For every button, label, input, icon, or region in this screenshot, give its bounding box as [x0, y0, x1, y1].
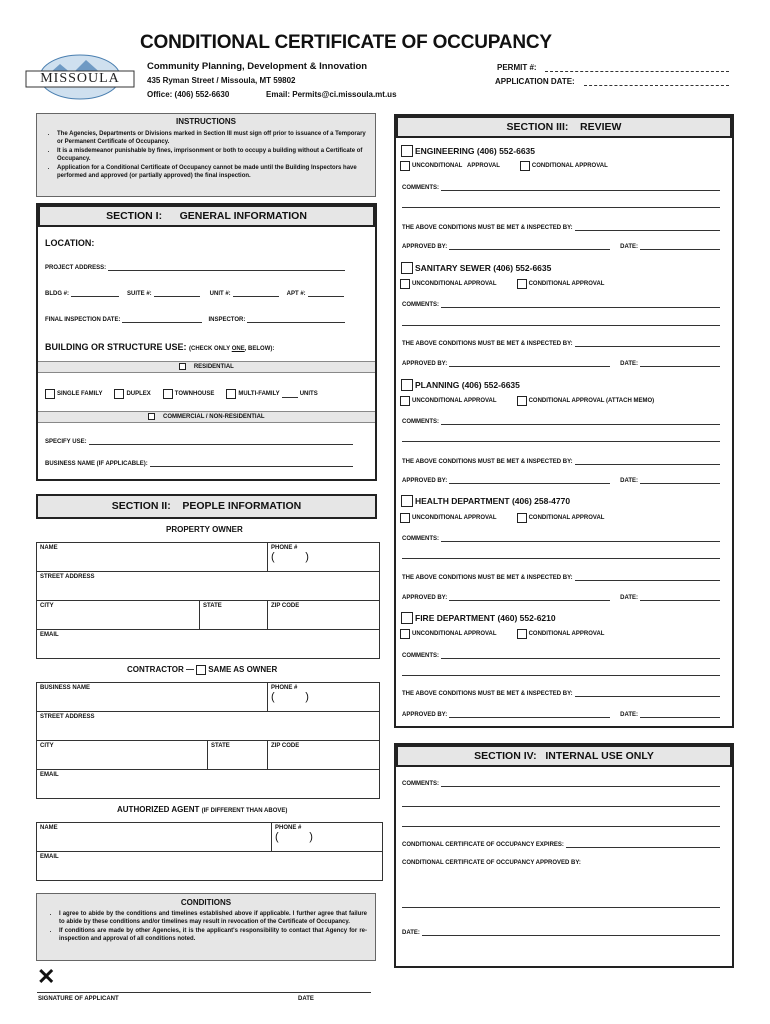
specify-use-label: SPECIFY USE:	[45, 439, 87, 445]
business-name-row	[45, 460, 353, 467]
dept-approval-options	[400, 629, 604, 639]
single-family-checkbox[interactable]	[45, 389, 55, 399]
internal-date-row	[402, 929, 720, 936]
permit-label: PERMIT #:	[497, 63, 537, 72]
dept-conditions-row	[402, 224, 720, 231]
dept-name: Community Planning, Development & Innovation	[147, 61, 368, 72]
dept-checkbox[interactable]	[401, 612, 413, 624]
dept-comments-row	[402, 301, 720, 308]
dept-comments-row	[402, 418, 720, 425]
unconditional-approval-label: UNCONDITIONAL APPROVAL	[412, 281, 497, 287]
expires-row	[402, 841, 720, 848]
dept-conditions-row	[402, 690, 720, 697]
authorized-agent-heading: AUTHORIZED AGENT (IF DIFFERENT THAN ABOVE)	[117, 805, 288, 814]
single-family-label: SINGLE FAMILY	[57, 391, 103, 397]
dept-header: HEALTH DEPARTMENT (406) 258-4770	[401, 495, 570, 507]
dept-approved-by-input[interactable]	[449, 594, 610, 601]
project-address-row	[45, 264, 345, 271]
dept-approved-by-input[interactable]	[449, 243, 610, 250]
unconditional-approval-checkbox[interactable]	[400, 396, 410, 406]
contractor-street-field[interactable]: STREET ADDRESS	[36, 711, 380, 741]
dept-comments-label: COMMENTS:	[402, 419, 439, 425]
bldg-input[interactable]	[71, 290, 119, 297]
dept-date-input[interactable]	[640, 594, 720, 601]
page-title: CONDITIONAL CERTIFICATE OF OCCUPANCY	[140, 32, 552, 53]
dept-comments-input[interactable]	[441, 535, 720, 542]
duplex-checkbox[interactable]	[114, 389, 124, 399]
dept-comments-row	[402, 535, 720, 542]
agent-email-field[interactable]: EMAIL	[36, 851, 383, 881]
unconditional-approval-label: UNCONDITIONAL APPROVAL	[412, 631, 497, 637]
dept-date-input[interactable]	[640, 360, 720, 367]
dept-date-input[interactable]	[640, 711, 720, 718]
instruction-item: • It is a misdemeanor punishable by fines, imprisonment or both to occupy a building without a Certificate of Occupancy.	[57, 147, 369, 163]
multi-family-checkbox[interactable]	[226, 389, 236, 399]
expires-label: CONDITIONAL CERTIFICATE OF OCCUPANCY EXPIRES:	[402, 842, 564, 848]
dept-comments-line[interactable]	[402, 441, 720, 442]
conditions-title: CONDITIONS	[180, 898, 232, 907]
internal-comments-line[interactable]	[402, 806, 720, 807]
missoula-logo	[24, 52, 136, 102]
owner-city-field[interactable]: CITY	[36, 600, 200, 630]
dept-checkbox[interactable]	[401, 495, 413, 507]
conditional-approval-checkbox[interactable]	[517, 513, 527, 523]
condition-item: • I agree to abide by the conditions and timelines established above if applicable. I further agree that failure to abide by these conditions and/or timelines may result in revocation of the Certificate of Occupancy.	[59, 910, 367, 926]
inspector-label: INSPECTOR:	[208, 317, 246, 323]
unconditional-approval-checkbox[interactable]	[400, 279, 410, 289]
apt-input[interactable]	[308, 290, 344, 297]
apt-label: APT #:	[286, 291, 306, 297]
townhouse-label: TOWNHOUSE	[174, 391, 215, 397]
residential-label: RESIDENTIAL	[193, 364, 234, 370]
signature-label: SIGNATURE OF APPLICANT	[38, 996, 119, 1002]
multi-family-label: MULTI-FAMILY	[238, 391, 280, 397]
owner-state-field[interactable]: STATE	[199, 600, 268, 630]
dept-header: ENGINEERING (406) 552-6635	[401, 145, 535, 157]
dept-header: SANITARY SEWER (406) 552-6635	[401, 262, 551, 274]
application-date-label: APPLICATION DATE:	[495, 77, 575, 86]
dept-approved-row	[402, 711, 720, 718]
internal-comments-label: COMMENTS:	[402, 781, 439, 787]
dept-date-label: DATE:	[620, 478, 638, 484]
dept-approved-by-input[interactable]	[449, 711, 610, 718]
contractor-state-field[interactable]: STATE	[207, 740, 268, 770]
conditional-approval-checkbox[interactable]	[517, 629, 527, 639]
section-4-title: SECTION IV: INTERNAL USE ONLY	[396, 745, 732, 767]
dept-approved-row	[402, 360, 720, 367]
dept-header: FIRE DEPARTMENT (460) 552-6210	[401, 612, 556, 624]
commercial-label: COMMERCIAL / NON-RESIDENTIAL	[163, 414, 265, 420]
signature-line[interactable]	[37, 992, 371, 993]
specify-use-row	[45, 438, 353, 445]
dept-approval-options	[400, 161, 608, 171]
dept-approved-by-label: APPROVED BY:	[402, 478, 448, 484]
dept-approved-by-label: APPROVED BY:	[402, 712, 448, 718]
internal-comments-line[interactable]	[402, 826, 720, 827]
dept-conditions-row	[402, 458, 720, 465]
bldg-row	[45, 290, 345, 297]
dept-comments-label: COMMENTS:	[402, 185, 439, 191]
dept-checkbox[interactable]	[401, 145, 413, 157]
dept-comments-label: COMMENTS:	[402, 653, 439, 659]
dept-conditions-input[interactable]	[575, 458, 720, 465]
dept-header: PLANNING (406) 552-6635	[401, 379, 520, 391]
conditional-approval-label: CONDITIONAL APPROVAL	[528, 281, 605, 287]
conditional-approval-checkbox[interactable]	[517, 279, 527, 289]
internal-comments-row	[402, 780, 720, 787]
owner-zip-field[interactable]: ZIP CODE	[267, 600, 380, 630]
dept-approved-by-label: APPROVED BY:	[402, 595, 448, 601]
dept-conditions-input[interactable]	[575, 224, 720, 231]
contractor-city-field[interactable]: CITY	[36, 740, 208, 770]
same-as-owner-checkbox[interactable]	[196, 665, 206, 675]
dept-conditions-input[interactable]	[575, 690, 720, 697]
contractor-zip-field[interactable]: ZIP CODE	[267, 740, 380, 770]
dept-approval-options	[400, 279, 604, 289]
conditional-approval-label: CONDITIONAL APPROVAL	[531, 163, 608, 169]
dept-address: 435 Ryman Street / Missoula, MT 59802	[147, 76, 296, 85]
units-input[interactable]	[282, 391, 298, 398]
suite-input[interactable]	[154, 290, 200, 297]
contractor-business-name-field[interactable]: BUSINESS NAME	[36, 682, 268, 712]
dept-office-phone: Office: (406) 552-6630	[147, 90, 230, 99]
final-inspection-label: FINAL INSPECTION DATE:	[45, 317, 121, 323]
dept-conditions-label: THE ABOVE CONDITIONS MUST BE MET & INSPECTED BY:	[402, 691, 573, 697]
contractor-email-field[interactable]: EMAIL	[36, 769, 380, 799]
unconditional-approval-checkbox[interactable]	[400, 513, 410, 523]
dept-approved-by-label: APPROVED BY:	[402, 244, 448, 250]
residential-options-row	[45, 389, 318, 399]
business-name-label: BUSINESS NAME (IF APPLICABLE):	[45, 461, 148, 467]
owner-street-field[interactable]: STREET ADDRESS	[36, 571, 380, 601]
specify-use-input[interactable]	[89, 438, 353, 445]
dept-conditions-label: THE ABOVE CONDITIONS MUST BE MET & INSPECTED BY:	[402, 341, 573, 347]
dept-approval-options	[400, 513, 604, 523]
conditional-approval-label: CONDITIONAL APPROVAL (ATTACH MEMO)	[528, 398, 655, 404]
owner-name-field[interactable]: NAME	[36, 542, 268, 572]
business-name-input[interactable]	[150, 460, 353, 467]
dept-comments-line[interactable]	[402, 675, 720, 676]
dept-checkbox[interactable]	[401, 379, 413, 391]
signature-date-label: DATE	[298, 996, 314, 1002]
dept-comments-row	[402, 184, 720, 191]
application-date-field[interactable]	[584, 85, 729, 86]
dept-date-label: DATE:	[620, 361, 638, 367]
dept-email: Email: Permits@ci.missoula.mt.us	[266, 90, 397, 99]
approved-by-internal-label: CONDITIONAL CERTIFICATE OF OCCUPANCY APPROVED BY:	[402, 860, 581, 866]
dept-date-label: DATE:	[620, 712, 638, 718]
dept-approved-row	[402, 594, 720, 601]
dept-approved-by-input[interactable]	[449, 360, 610, 367]
unconditional-approval-label: UNCONDITIONAL APPROVAL	[412, 515, 497, 521]
dept-comments-input[interactable]	[441, 301, 720, 308]
dept-conditions-label: THE ABOVE CONDITIONS MUST BE MET & INSPECTED BY:	[402, 575, 573, 581]
unit-label: UNIT #:	[209, 291, 231, 297]
dept-comments-input[interactable]	[441, 652, 720, 659]
structure-use-label: BUILDING OR STRUCTURE USE: (CHECK ONLY ONE, BELOW):	[45, 342, 275, 352]
dept-date-input[interactable]	[640, 477, 720, 484]
permit-field[interactable]	[545, 71, 729, 72]
instructions-title: INSTRUCTIONS	[176, 117, 236, 126]
dept-conditions-row	[402, 340, 720, 347]
dept-checkbox[interactable]	[401, 262, 413, 274]
unconditional-approval-checkbox[interactable]	[400, 161, 410, 171]
final-inspection-row	[45, 316, 345, 323]
duplex-label: DUPLEX	[126, 391, 151, 397]
townhouse-checkbox[interactable]	[163, 389, 173, 399]
dept-conditions-input[interactable]	[575, 574, 720, 581]
instruction-item: • The Agencies, Departments or Divisions marked in Section III must sign off prior to issuance of a Temporary or Permanent Certificate of Occupancy.	[57, 130, 369, 146]
dept-conditions-label: THE ABOVE CONDITIONS MUST BE MET & INSPECTED BY:	[402, 225, 573, 231]
condition-item: • If conditions are made by other Agencies, it is the applicant's responsibility to contact that Agency for re-inspection and approval of all conditions noted.	[59, 927, 367, 943]
dept-date-label: DATE:	[620, 244, 638, 250]
conditions-box	[36, 893, 376, 961]
units-label: UNITS	[299, 391, 318, 397]
dept-approved-by-label: APPROVED BY:	[402, 361, 448, 367]
internal-date-label: DATE:	[402, 930, 420, 936]
dept-approved-by-input[interactable]	[449, 477, 610, 484]
commercial-checkbox[interactable]	[148, 413, 155, 420]
final-inspection-input[interactable]	[122, 316, 202, 323]
conditional-approval-label: CONDITIONAL APPROVAL	[528, 631, 605, 637]
dept-approval-options	[400, 396, 654, 406]
contractor-heading: CONTRACTOR — SAME AS OWNER	[127, 665, 278, 675]
property-owner-heading: PROPERTY OWNER	[166, 525, 243, 534]
location-label: LOCATION:	[45, 238, 95, 248]
logo-text: MISSOULA	[40, 71, 120, 86]
suite-label: SUITE #:	[127, 291, 152, 297]
section-1-title: SECTION I: GENERAL INFORMATION	[38, 205, 375, 227]
dept-conditions-row	[402, 574, 720, 581]
dept-approved-row	[402, 477, 720, 484]
agent-name-field[interactable]: NAME	[36, 822, 272, 852]
internal-date-input[interactable]	[422, 929, 720, 936]
dept-comments-line[interactable]	[402, 558, 720, 559]
project-address-label: PROJECT ADDRESS:	[45, 265, 107, 271]
instruction-item: • Application for a Conditional Certificate of Occupancy cannot be made until the Building Inspectors have performed and approved (or partially approved) the final inspection.	[57, 164, 369, 180]
conditional-approval-checkbox[interactable]	[517, 396, 527, 406]
dept-date-label: DATE:	[620, 595, 638, 601]
inspector-input[interactable]	[247, 316, 345, 323]
unconditional-approval-label: UNCONDITIONAL APPROVAL	[412, 163, 500, 169]
signature-x-mark: ✕	[37, 964, 56, 989]
section-3-title: SECTION III: REVIEW	[396, 116, 732, 138]
dept-date-input[interactable]	[640, 243, 720, 250]
section-2-title: SECTION II: PEOPLE INFORMATION	[36, 494, 377, 519]
dept-comments-line[interactable]	[402, 325, 720, 326]
agent-phone-field[interactable]: PHONE # ( )	[271, 822, 383, 852]
commercial-bar	[38, 411, 375, 423]
unconditional-approval-label: UNCONDITIONAL APPROVAL	[412, 398, 497, 404]
dept-comments-input[interactable]	[441, 184, 720, 191]
owner-phone-field[interactable]: PHONE # ( )	[267, 542, 380, 572]
residential-bar	[38, 361, 375, 373]
dept-conditions-label: THE ABOVE CONDITIONS MUST BE MET & INSPECTED BY:	[402, 459, 573, 465]
residential-checkbox[interactable]	[179, 363, 186, 370]
conditional-approval-checkbox[interactable]	[520, 161, 530, 171]
dept-conditions-input[interactable]	[575, 340, 720, 347]
instructions-box	[36, 113, 376, 197]
dept-comments-label: COMMENTS:	[402, 302, 439, 308]
dept-comments-input[interactable]	[441, 418, 720, 425]
internal-comments-input[interactable]	[441, 780, 720, 787]
contractor-phone-field[interactable]: PHONE # ( )	[267, 682, 380, 712]
owner-email-field[interactable]: EMAIL	[36, 629, 380, 659]
conditional-approval-label: CONDITIONAL APPROVAL	[528, 515, 605, 521]
expires-input[interactable]	[566, 841, 720, 848]
unconditional-approval-checkbox[interactable]	[400, 629, 410, 639]
dept-approved-row	[402, 243, 720, 250]
unit-input[interactable]	[233, 290, 279, 297]
dept-comments-row	[402, 652, 720, 659]
project-address-input[interactable]	[108, 264, 345, 271]
bldg-label: BLDG #:	[45, 291, 69, 297]
dept-comments-label: COMMENTS:	[402, 536, 439, 542]
dept-comments-line[interactable]	[402, 207, 720, 208]
approved-by-internal-line[interactable]	[402, 907, 720, 908]
